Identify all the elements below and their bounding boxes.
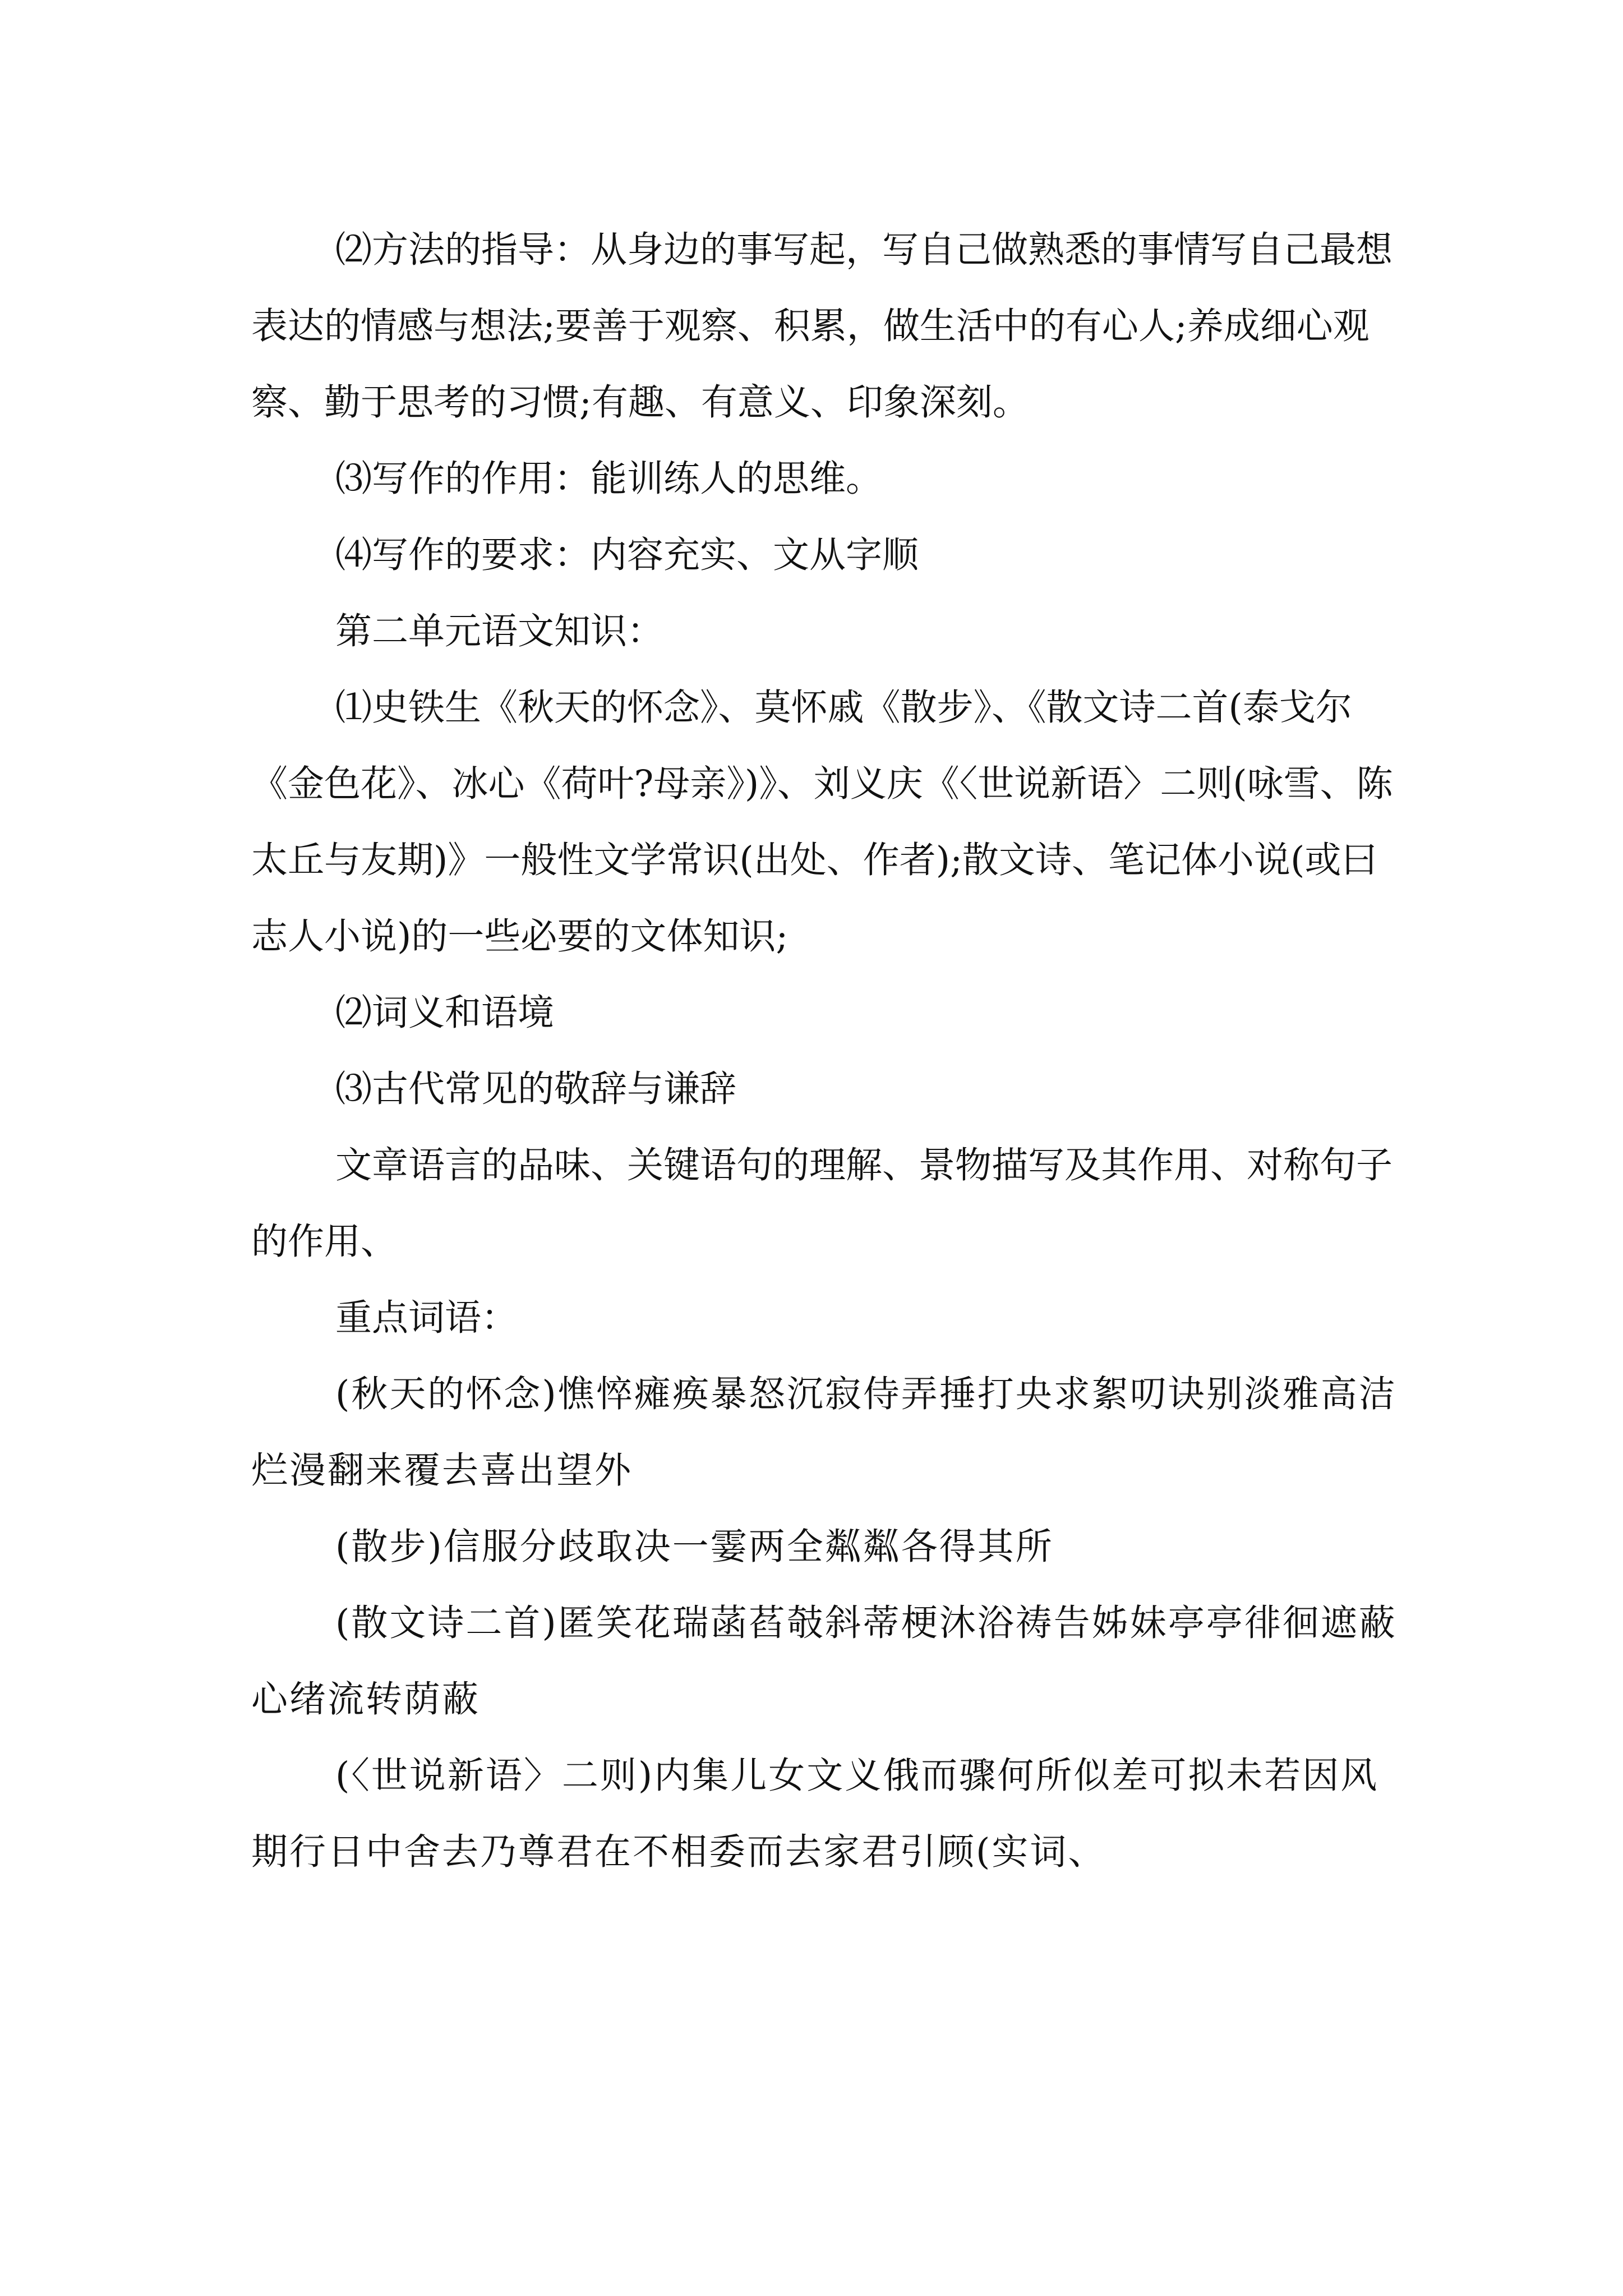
document-body bbox=[251, 212, 1401, 1890]
paragraph-honorifics: ⑶古代常见的敬辞与谦辞 bbox=[335, 1068, 737, 1110]
paragraph-literary-knowledge: ⑴史铁生《秋天的怀念》、莫怀戚《散步》、《散文诗二首(泰戈尔《金色花》、冰心《荷叶?母亲》)》、刘义庆《〈世说新语〉二则(咏雪、陈太丘与友期)》一般性文学常识(出处、作者);散文诗、笔记体小说(或曰志人小说)的一些必要的文体知识; bbox=[251, 687, 1393, 958]
paragraph-words-walk: (散步)信服分歧取决一霎两全粼粼各得其所 bbox=[335, 1526, 1054, 1568]
paragraph-key-words-heading: 重点词语： bbox=[335, 1297, 518, 1339]
paragraph-writing-requirements: ⑷写作的要求：内容充实、文从字顺 bbox=[335, 534, 919, 576]
paragraph-language-analysis: 文章语言的品味、关键语句的理解、景物描写及其作用、对称句子的作用、 bbox=[251, 1144, 1393, 1263]
paragraph-words-shishuo: (〈世说新语〉二则)内集儿女文义俄而骤何所似差可拟未若因风期行日中舍去乃尊君在不相委而去家君引顾(实词、 bbox=[251, 1755, 1379, 1873]
paragraph-writing-function: ⑶写作的作用：能训练人的思维。 bbox=[335, 458, 883, 500]
paragraph-word-meaning: ⑵词义和语境 bbox=[335, 992, 555, 1034]
paragraph-words-autumn: (秋天的怀念)憔悴瘫痪暴怒沉寂侍弄捶打央求絮叨诀别淡雅高洁烂漫翻来覆去喜出望外 bbox=[251, 1373, 1397, 1492]
paragraph-writing-method: ⑵方法的指导：从身边的事写起，写自己做熟悉的事情写自己最想表达的情感与想法;要善于观察、积累，做生活中的有心人;养成细心观察、勤于思考的习惯;有趣、有意义、印象深刻。 bbox=[251, 229, 1393, 424]
paragraph-words-prose-poems: (散文诗二首)匿笑花瑞菡萏攲斜蒂梗沐浴祷告姊妹亭亭徘徊遮蔽心绪流转荫蔽 bbox=[251, 1602, 1397, 1720]
paragraph-unit-two-heading: 第二单元语文知识： bbox=[335, 610, 664, 652]
